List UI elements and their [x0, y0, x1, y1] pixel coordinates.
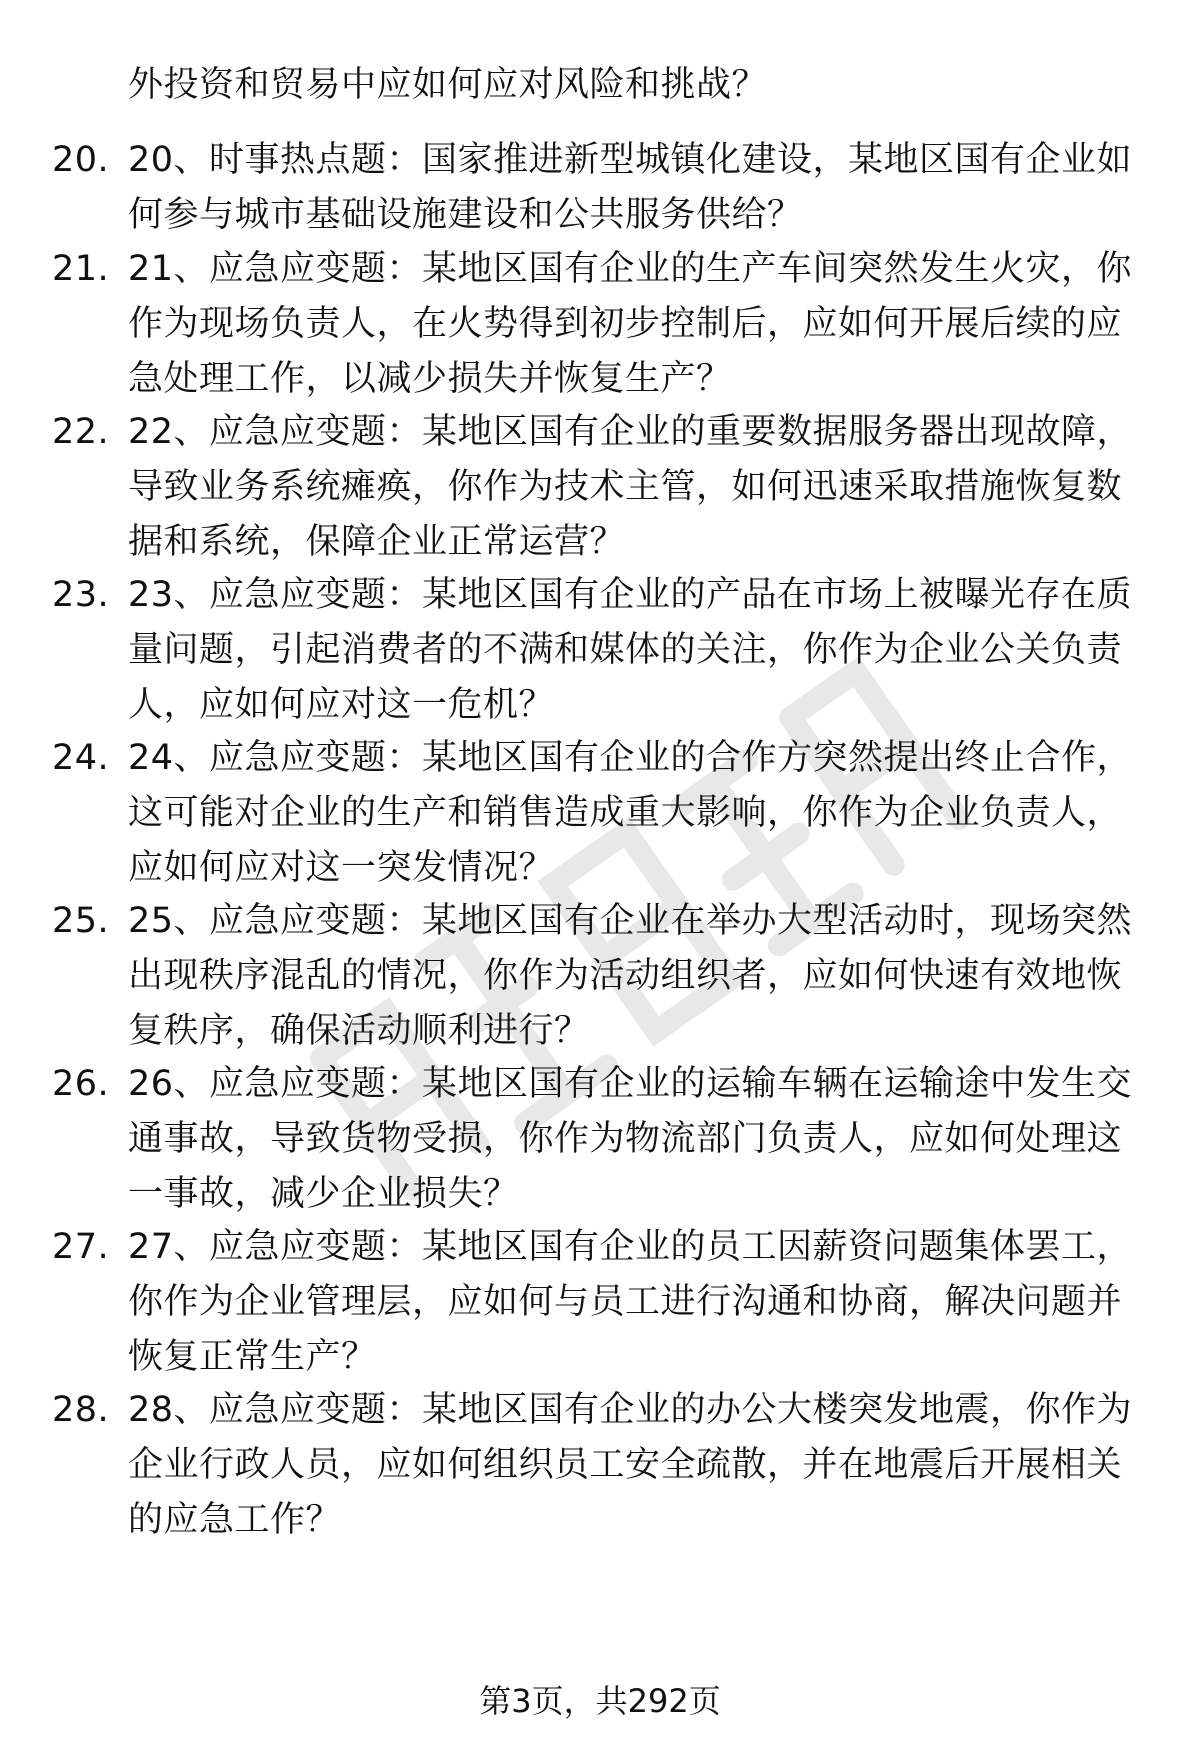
- page-footer: 第3页，共292页: [479, 1682, 721, 1720]
- question-number: 26.: [52, 1064, 110, 1104]
- question-text: 28、应急应变题：某地区国有企业的办公大楼突发地震，你作为企业行政人员，应如何组织员工安全疏散，并在地震后开展相关的应急工作？: [128, 1390, 1133, 1540]
- question-text: 24、应急应变题：某地区国有企业的合作方突然提出终止合作，这可能对企业的生产和销售造成重大影响，你作为企业负责人，应如何应对这一突发情况？: [128, 738, 1133, 888]
- question-text: 26、应急应变题：某地区国有企业的运输车辆在运输途中发生交通事故，导致货物受损，你作为物流部门负责人，应如何处理这一事故，减少企业损失？: [128, 1064, 1133, 1214]
- question-number: 28.: [52, 1390, 110, 1430]
- question-text: 27、应急应变题：某地区国有企业的员工因薪资问题集体罢工，你作为企业管理层，应如何与员工进行沟通和协商，解决问题并恢复正常生产？: [128, 1227, 1133, 1377]
- question-number: 25.: [52, 901, 110, 941]
- question-number: 21.: [52, 249, 110, 289]
- continuation-text: 外投资和贸易中应如何应对风险和挑战？: [128, 65, 768, 105]
- question-number: 27.: [52, 1227, 110, 1267]
- question-number: 20.: [52, 140, 110, 180]
- question-text: 21、应急应变题：某地区国有企业的生产车间突然发生火灾，你作为现场负责人，在火势得到初步控制后，应如何开展后续的应急处理工作，以减少损失并恢复生产？: [128, 249, 1133, 399]
- question-text: 23、应急应变题：某地区国有企业的产品在市场上被曝光存在质量问题，引起消费者的不满和媒体的关注，你作为企业公关负责人，应如何应对这一危机？: [128, 575, 1133, 725]
- question-text: 22、应急应变题：某地区国有企业的重要数据服务器出现故障，导致业务系统瘫痪，你作为技术主管，如何迅速采取措施恢复数据和系统，保障企业正常运营？: [128, 412, 1133, 562]
- question-number: 23.: [52, 575, 110, 615]
- question-text: 20、时事热点题：国家推进新型城镇化建设，某地区国有企业如何参与城市基础设施建设和公共服务供给？: [128, 140, 1133, 235]
- question-text: 25、应急应变题：某地区国有企业在举办大型活动时，现场突然出现秩序混乱的情况，你作为活动组织者，应如何快速有效地恢复秩序，确保活动顺利进行？: [128, 901, 1133, 1051]
- question-number: 24.: [52, 738, 110, 778]
- question-number: 22.: [52, 412, 110, 452]
